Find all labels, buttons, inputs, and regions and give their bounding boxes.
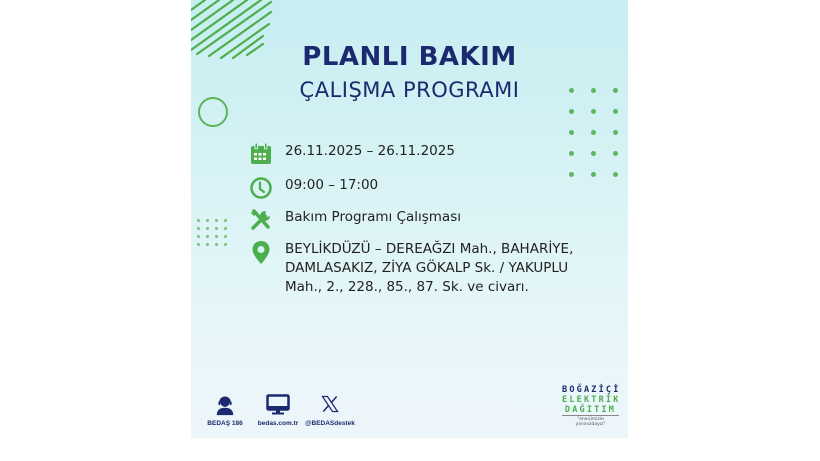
- logo-line-2: ELEKTRİK: [562, 395, 621, 405]
- decorative-dots-left: [197, 219, 227, 246]
- date-row: [249, 142, 455, 166]
- time-text: 09:00 – 17:00: [285, 177, 379, 193]
- location-pin-icon: [249, 240, 273, 264]
- x-account-label: @BEDASdestek: [305, 420, 355, 427]
- location-row: [249, 240, 605, 297]
- monitor-icon: [266, 394, 290, 416]
- page-title: PLANLI BAKIM: [302, 42, 517, 72]
- logo-tagline: "enerjimizle yanınızdayız": [575, 417, 606, 427]
- call-center-label: BEDAŞ 186: [207, 420, 243, 427]
- footer-x-account[interactable]: [305, 394, 355, 427]
- clock-icon: [249, 176, 273, 200]
- footer-call-center[interactable]: [203, 394, 247, 427]
- logo-line-1: BOĞAZİÇİ: [562, 385, 621, 395]
- work-text: Bakım Programı Çalışması: [285, 209, 461, 225]
- work-row: [249, 208, 461, 232]
- footer-website[interactable]: [255, 394, 301, 427]
- website-label: bedas.com.tr: [257, 420, 299, 427]
- page-subtitle: ÇALIŞMA PROGRAMI: [299, 78, 520, 102]
- announcement-card: [191, 0, 628, 438]
- location-text: BEYLİKDÜZÜ – DEREAĞZI Mah., BAHARİYE, DAMLASAKIZ, ZİYA GÖKALP Sk. / YAKUPLU Mah., 2., 228., 85., 87. Sk. ve civarı.: [285, 241, 574, 295]
- call-center-icon: [214, 394, 236, 416]
- logo-line-3: DAĞITIM: [562, 405, 619, 416]
- x-logo-icon: [320, 394, 340, 414]
- tools-icon: [249, 208, 273, 232]
- date-text: 26.11.2025 – 26.11.2025: [285, 143, 455, 159]
- time-row: [249, 176, 378, 200]
- company-logo: [562, 385, 619, 427]
- calendar-icon: [249, 142, 273, 166]
